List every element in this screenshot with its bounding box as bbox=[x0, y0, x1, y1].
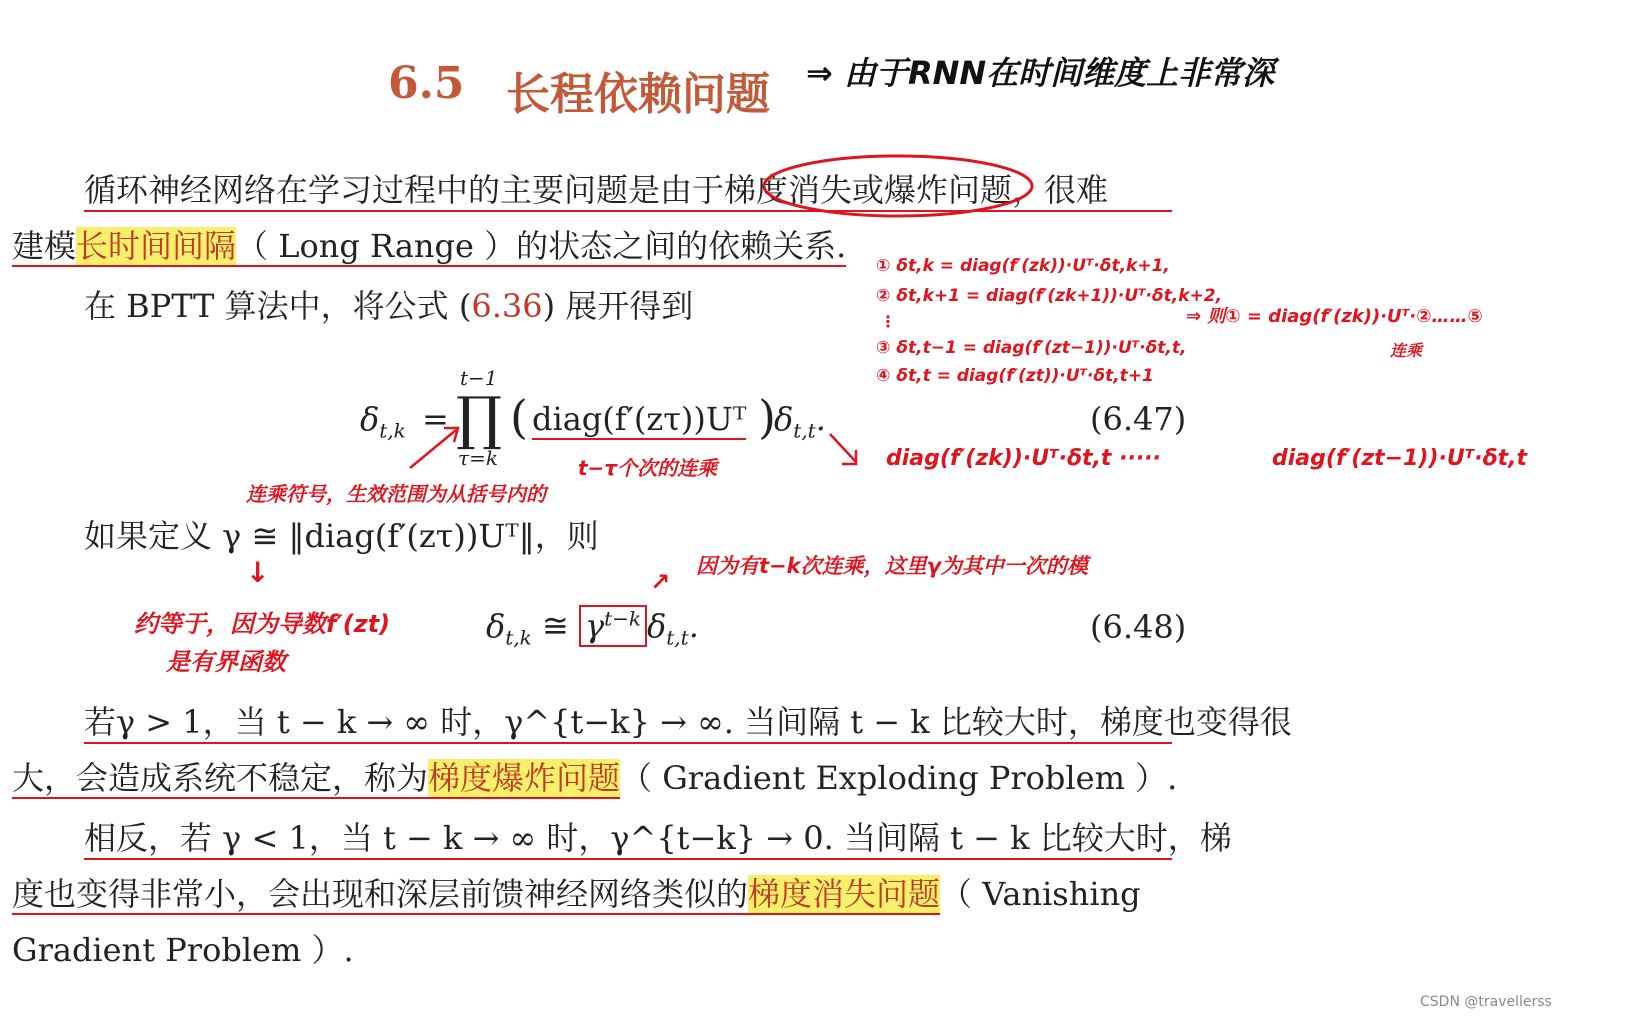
bptt-line bbox=[84, 286, 693, 326]
note-t-minus-tau: t−τ个次的连乘 bbox=[578, 456, 718, 480]
note-approx-1: 约等于，因为导数f′(zt) bbox=[134, 610, 391, 638]
para3-line2 bbox=[12, 874, 1141, 914]
section-number: 6.5 bbox=[388, 58, 465, 109]
paren-close: ) bbox=[758, 390, 776, 444]
note-dots: ⋮ bbox=[880, 312, 896, 331]
note-right: ⇒ 则① = diag(f′(zk))·Uᵀ·②……⑤ bbox=[1186, 306, 1483, 327]
note-right-sub: 连乘 bbox=[1390, 341, 1423, 360]
para3-highlight: 梯度消失问题 bbox=[748, 875, 941, 913]
note-expand-b: diag(f′(zt−1))·Uᵀ·δt,t bbox=[1272, 446, 1528, 471]
note-expand-a: diag(f′(zk))·Uᵀ·δt,t ····· bbox=[886, 446, 1161, 471]
eq648-rhs: $\delta_{t,t}$. bbox=[646, 606, 699, 650]
eq648-lhs: $\delta_{t,k}$ bbox=[486, 606, 532, 650]
section-title: 长程依赖问题 bbox=[506, 69, 770, 120]
para2-highlight: 梯度爆炸问题 bbox=[428, 759, 621, 797]
para1-line2-b: （ Long Range ）的状态之间的依赖关系. bbox=[236, 227, 847, 265]
para2-line2-a: 大，会造成系统不稳定，称为 bbox=[12, 759, 429, 797]
watermark: CSDN @travellerss bbox=[1420, 994, 1552, 1010]
paren-open: ( bbox=[510, 390, 528, 444]
arrow-gamma-note: ↗ bbox=[650, 568, 671, 596]
bptt-b: ) 展开得到 bbox=[542, 287, 694, 325]
note-1: ① δt,k = diag(f′(zk))·Uᵀ·δt,k+1, bbox=[876, 256, 1170, 276]
para3-line3: Gradient Problem ）. bbox=[12, 931, 354, 969]
para1-highlight: 长时间间隔 bbox=[76, 227, 237, 265]
eq647-number: (6.47) bbox=[1090, 400, 1187, 438]
down-arrow-icon: ↓ bbox=[246, 556, 270, 589]
note-approx-2: 是有界函数 bbox=[166, 648, 286, 676]
arrow-expand bbox=[826, 430, 866, 470]
eq-6-48 bbox=[486, 606, 699, 649]
note-product: 连乘符号，生效范围为从括号内的 bbox=[246, 482, 546, 506]
note-3: ③ δt,t−1 = diag(f′(zt−1))·Uᵀ·δt,t, bbox=[876, 338, 1187, 358]
eq647-lhs: $\delta_{t,k}$ bbox=[360, 400, 406, 443]
eq647-prod-bottom: τ=k bbox=[458, 446, 498, 470]
para1-line2 bbox=[12, 226, 846, 266]
para3-line1: 相反，若 γ < 1，当 t − k → ∞ 时，γ^{t−k} → 0. 当间隔 t − k 比较大时，梯 bbox=[84, 818, 1172, 860]
definition-line: 如果定义 γ ≅ ‖diag(f′(zτ))Uᵀ‖，则 bbox=[84, 517, 599, 555]
para3-line2-b: （ Vanishing bbox=[940, 875, 1141, 913]
bptt-ref[interactable]: 6.36 bbox=[471, 287, 543, 325]
para2-line1: 若γ > 1，当 t − k → ∞ 时，γ^{t−k} → ∞. 当间隔 t − k 比较大时，梯度也变得很 bbox=[84, 702, 1172, 744]
eq647-inner: diag(f′(zτ))Uᵀ bbox=[532, 400, 747, 438]
eq648-eq: ≅ bbox=[541, 606, 569, 645]
handwritten-title-note: ⇒ 由于RNN在时间维度上非常深 bbox=[806, 54, 1275, 92]
arrow-to-product bbox=[404, 416, 464, 476]
eq648-gamma-box: $\gamma^{t-k}$ bbox=[579, 605, 647, 647]
para3-line2-a: 度也变得非常小，会出现和深层前馈神经网络类似的 bbox=[12, 875, 749, 913]
eq647-rhs: $\delta_{t,t}$. bbox=[774, 400, 826, 443]
ink-circle bbox=[758, 150, 1038, 222]
eq647-prod-top: t−1 bbox=[460, 366, 498, 390]
note-gamma: 因为有t−k次连乘，这里γ为其中一次的模 bbox=[696, 554, 1088, 578]
para2-line2-b: （ Gradient Exploding Problem ）. bbox=[620, 759, 1178, 797]
para1-line1: 循环神经网络在学习过程中的主要问题是由于梯度消失或爆炸问题，很难 bbox=[84, 170, 1172, 212]
eq647-eq: = bbox=[422, 400, 449, 438]
note-4: ④ δt,t = diag(f′(zt))·Uᵀ·δt,t+1 bbox=[876, 366, 1154, 386]
para2-line2 bbox=[12, 758, 1177, 798]
eq648-number: (6.48) bbox=[1090, 608, 1187, 646]
product-symbol: ∏ bbox=[456, 384, 503, 452]
bptt-a: 在 BPTT 算法中，将公式 ( bbox=[84, 287, 472, 325]
note-2: ② δt,k+1 = diag(f′(zk+1))·Uᵀ·δt,k+2, bbox=[876, 286, 1223, 306]
para1-line2-a: 建模 bbox=[12, 227, 77, 265]
